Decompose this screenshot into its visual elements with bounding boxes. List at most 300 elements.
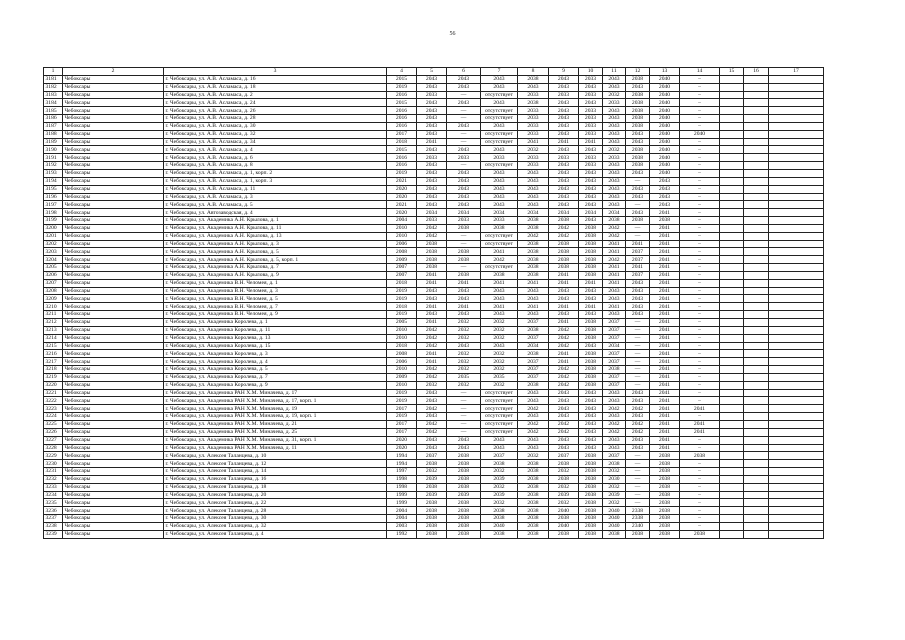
table-cell <box>720 91 744 99</box>
table-cell: Чебоксары <box>63 107 164 115</box>
table-cell: 3225 <box>44 420 63 428</box>
table-cell <box>744 460 769 468</box>
table-cell: 2032 <box>518 146 549 154</box>
table-cell: 2010 <box>387 326 417 334</box>
column-header: 3 <box>164 68 387 76</box>
table-cell: 2038 <box>579 491 603 499</box>
table-cell <box>769 240 824 248</box>
table-cell: 2043 <box>447 287 481 295</box>
table-cell: г. Чебоксары, ул. А.В. Асламаса, д. 32 <box>164 130 387 138</box>
table-cell: 2043 <box>417 83 447 91</box>
table-row <box>44 468 824 476</box>
table-cell: г. Чебоксары, ул. Академика Королева, д. 15 <box>164 342 387 350</box>
table-cell: 2038 <box>447 499 481 507</box>
table-cell: отсутствует <box>481 405 518 413</box>
table-row <box>44 413 824 421</box>
table-cell: 2038 <box>549 217 579 225</box>
table-cell <box>744 436 769 444</box>
table-cell: – <box>680 483 720 491</box>
table-cell: 2041 <box>650 224 680 232</box>
table-cell: 2042 <box>417 326 447 334</box>
table-cell: 2043 <box>417 193 447 201</box>
table-cell: 3200 <box>44 224 63 232</box>
table-cell: г. Чебоксары, ул. Академика Королева, д. 13 <box>164 334 387 342</box>
table-cell: 2043 <box>579 428 603 436</box>
table-cell: г. Чебоксары, ул. А.В. Асламаса, д. 1, корп. 2 <box>164 169 387 177</box>
table-cell: 2033 <box>579 91 603 99</box>
table-cell: 2037 <box>518 358 549 366</box>
column-header: 1 <box>44 68 63 76</box>
table-cell <box>720 342 744 350</box>
table-cell <box>720 217 744 225</box>
table-cell: 3198 <box>44 209 63 217</box>
table-cell: 2043 <box>626 436 650 444</box>
table-cell <box>720 483 744 491</box>
table-cell: – <box>680 169 720 177</box>
table-cell: 2038 <box>603 530 626 538</box>
table-cell: 2038 <box>518 350 549 358</box>
table-cell: – <box>680 154 720 162</box>
table-cell: – <box>680 326 720 334</box>
table-cell: 3230 <box>44 460 63 468</box>
table-cell: 2041 <box>518 138 549 146</box>
table-cell: – <box>680 358 720 366</box>
table-cell: 2017 <box>387 428 417 436</box>
table-cell: 2032 <box>481 319 518 327</box>
table-cell: г. Чебоксары, ул. Академика В.Н. Челомея, д. 5 <box>164 295 387 303</box>
table-cell: Чебоксары <box>63 350 164 358</box>
table-cell: 2040 <box>650 83 680 91</box>
table-cell: – <box>680 193 720 201</box>
table-cell <box>720 319 744 327</box>
table-cell: 2043 <box>518 169 549 177</box>
table-cell: 2040 <box>481 522 518 530</box>
table-cell: г. Чебоксары, ул. Академика А.Н. Крылова, д. 3 <box>164 240 387 248</box>
table-cell: 2033 <box>447 154 481 162</box>
table-cell: 2015 <box>387 146 417 154</box>
table-cell <box>744 413 769 421</box>
column-header: 7 <box>481 68 518 76</box>
table-cell: 2010 <box>387 334 417 342</box>
table-cell: отсутствует <box>481 162 518 170</box>
table-cell: Чебоксары <box>63 185 164 193</box>
table-cell: г. Чебоксары, ул. Алексея Таланцева, д. 14 <box>164 468 387 476</box>
table-cell: Чебоксары <box>63 146 164 154</box>
header-row <box>44 68 824 76</box>
table-cell: Чебоксары <box>63 271 164 279</box>
table-cell: Чебоксары <box>63 154 164 162</box>
table-cell <box>744 342 769 350</box>
table-cell: 2040 <box>680 130 720 138</box>
table-cell: 2041 <box>518 279 549 287</box>
table-cell <box>744 232 769 240</box>
table-cell: 2038 <box>579 522 603 530</box>
column-header: 8 <box>518 68 549 76</box>
table-cell: 3236 <box>44 507 63 515</box>
table-cell: – <box>680 146 720 154</box>
table-cell: 2038 <box>481 507 518 515</box>
table-cell: 2041 <box>650 303 680 311</box>
table-cell <box>769 334 824 342</box>
table-cell: 2043 <box>626 185 650 193</box>
table-cell: – <box>680 248 720 256</box>
table-cell <box>769 475 824 483</box>
table-cell: 2043 <box>603 193 626 201</box>
table-cell: 2041 <box>549 271 579 279</box>
table-cell: 3181 <box>44 75 63 83</box>
table-cell <box>769 428 824 436</box>
table-row <box>44 444 824 452</box>
table-cell <box>720 507 744 515</box>
table-cell: 2043 <box>417 177 447 185</box>
table-cell: 2038 <box>680 530 720 538</box>
table-cell: 2038 <box>518 468 549 476</box>
table-cell: 2043 <box>626 444 650 452</box>
table-cell: 2042 <box>549 366 579 374</box>
table-cell <box>720 83 744 91</box>
table-cell <box>720 209 744 217</box>
table-cell: 2043 <box>417 99 447 107</box>
table-cell: 2033 <box>603 99 626 107</box>
table-cell <box>769 122 824 130</box>
table-cell: 2041 <box>680 405 720 413</box>
table-cell: Чебоксары <box>63 397 164 405</box>
table-row <box>44 475 824 483</box>
table-cell: Чебоксары <box>63 224 164 232</box>
table-cell <box>744 217 769 225</box>
table-cell: 2032 <box>481 350 518 358</box>
column-header: 17 <box>769 68 824 76</box>
table-cell: 2030 <box>603 475 626 483</box>
table-row <box>44 154 824 162</box>
table-cell: 2019 <box>387 397 417 405</box>
table-cell: г. Чебоксары, ул. Академика Королева, д. 5 <box>164 366 387 374</box>
table-cell: 2038 <box>518 475 549 483</box>
table-cell: 2043 <box>518 185 549 193</box>
table-cell: 2043 <box>481 311 518 319</box>
table-cell <box>720 130 744 138</box>
table-cell: – <box>680 499 720 507</box>
table-cell: 2033 <box>447 217 481 225</box>
table-row <box>44 295 824 303</box>
table-cell: Чебоксары <box>63 279 164 287</box>
table-cell: 2032 <box>549 499 579 507</box>
table-cell: 2042 <box>626 428 650 436</box>
table-cell: 2038 <box>549 475 579 483</box>
table-cell: отсутствует <box>481 413 518 421</box>
table-cell: 2038 <box>650 499 680 507</box>
table-cell: 2043 <box>579 287 603 295</box>
table-cell: 2041 <box>650 420 680 428</box>
table-cell: г. Чебоксары, ул. А.В. Асламаса, д. 1, корп. 3 <box>164 177 387 185</box>
table-cell: 2042 <box>518 232 549 240</box>
table-cell: 2032 <box>447 366 481 374</box>
table-cell: отсутствует <box>481 428 518 436</box>
table-cell: 2038 <box>417 460 447 468</box>
table-cell: отсутствует <box>481 420 518 428</box>
table-row <box>44 232 824 240</box>
table-cell: 2041 <box>650 264 680 272</box>
table-cell <box>744 319 769 327</box>
table-cell: 2043 <box>417 287 447 295</box>
table-cell: 2043 <box>626 209 650 217</box>
table-cell: г. Чебоксары, ул. А.В. Асламаса, д. 28 <box>164 115 387 123</box>
table-cell: г. Чебоксары, ул. Академика РАН Х.М. Миначева, д. 25 <box>164 428 387 436</box>
table-cell: 2043 <box>447 201 481 209</box>
table-cell: 2040 <box>650 162 680 170</box>
table-cell: 2038 <box>626 91 650 99</box>
table-cell: 2032 <box>447 381 481 389</box>
table-cell: — <box>626 452 650 460</box>
table-cell: Чебоксары <box>63 507 164 515</box>
table-cell: – <box>680 91 720 99</box>
table-cell: 2021 <box>387 201 417 209</box>
table-cell: 3203 <box>44 248 63 256</box>
table-cell: 3215 <box>44 342 63 350</box>
table-cell: 2035 <box>481 373 518 381</box>
table-cell: 2041 <box>603 264 626 272</box>
table-cell <box>744 240 769 248</box>
table-cell <box>769 530 824 538</box>
table-cell: — <box>447 389 481 397</box>
table-cell <box>769 83 824 91</box>
table-cell: 2043 <box>417 130 447 138</box>
table-cell: 2043 <box>549 397 579 405</box>
table-cell: 2040 <box>650 169 680 177</box>
table-cell: отсутствует <box>481 91 518 99</box>
table-cell <box>720 295 744 303</box>
table-cell: отсутствует <box>481 232 518 240</box>
table-cell <box>769 468 824 476</box>
table-cell: 2033 <box>579 154 603 162</box>
table-cell <box>769 115 824 123</box>
table-cell <box>720 169 744 177</box>
table-cell: 3212 <box>44 319 63 327</box>
table-cell: 2042 <box>518 428 549 436</box>
table-cell: 2004 <box>387 507 417 515</box>
table-cell: 2038 <box>579 358 603 366</box>
table-cell: 2033 <box>518 154 549 162</box>
table-cell: 2042 <box>549 224 579 232</box>
table-cell: 2041 <box>650 256 680 264</box>
table-cell <box>744 373 769 381</box>
table-cell: Чебоксары <box>63 342 164 350</box>
table-row <box>44 264 824 272</box>
table-cell: 3191 <box>44 154 63 162</box>
table-cell <box>769 107 824 115</box>
table-cell: 2016 <box>387 115 417 123</box>
table-cell: г. Чебоксары, ул. А.В. Асламаса, д. 34 <box>164 138 387 146</box>
table-cell <box>769 162 824 170</box>
table-cell: 1998 <box>387 475 417 483</box>
table-cell: 2018 <box>387 342 417 350</box>
table-cell: 2034 <box>481 209 518 217</box>
table-cell: — <box>447 130 481 138</box>
table-cell: — <box>447 107 481 115</box>
table-cell: 2037 <box>603 326 626 334</box>
table-cell: 2033 <box>579 122 603 130</box>
table-cell: 2032 <box>417 381 447 389</box>
table-cell <box>744 499 769 507</box>
table-cell: 2033 <box>579 107 603 115</box>
table-cell: г. Чебоксары, ул. Автозаводская, д. 4 <box>164 209 387 217</box>
table-cell: 2038 <box>417 522 447 530</box>
table-cell: 2038 <box>650 530 680 538</box>
table-cell: 2043 <box>481 185 518 193</box>
table-cell: г. Чебоксары, ул. Академика РАН Х.М. Миначева, д. 19 <box>164 405 387 413</box>
table-cell: 2043 <box>549 287 579 295</box>
table-cell: 2037 <box>481 452 518 460</box>
table-cell: 2043 <box>518 193 549 201</box>
table-cell: 2033 <box>518 130 549 138</box>
table-cell: 2043 <box>447 177 481 185</box>
table-cell: 2032 <box>447 350 481 358</box>
table-cell: 2032 <box>549 483 579 491</box>
table-cell: 2009 <box>387 256 417 264</box>
table-cell: 2040 <box>650 107 680 115</box>
table-cell: 2038 <box>549 515 579 523</box>
table-cell: 2043 <box>603 177 626 185</box>
table-cell: 2034 <box>447 209 481 217</box>
table-cell: 2041 <box>650 334 680 342</box>
column-header: 6 <box>447 68 481 76</box>
table-cell: 2043 <box>549 162 579 170</box>
table-cell <box>769 413 824 421</box>
table-cell: 2043 <box>603 115 626 123</box>
table-cell <box>720 468 744 476</box>
table-cell: 3205 <box>44 264 63 272</box>
table-cell: 2032 <box>603 468 626 476</box>
table-cell: 2043 <box>579 99 603 107</box>
table-cell: 2016 <box>387 162 417 170</box>
table-cell: 2038 <box>626 122 650 130</box>
table-cell: 2032 <box>481 381 518 389</box>
table-cell: 2038 <box>579 256 603 264</box>
table-cell: г. Чебоксары, ул. Алексея Таланцева, д. 28 <box>164 507 387 515</box>
table-cell: 2338 <box>626 515 650 523</box>
table-cell: 2038 <box>603 366 626 374</box>
table-cell: – <box>680 515 720 523</box>
table-cell: отсутствует <box>481 264 518 272</box>
table-cell <box>744 334 769 342</box>
table-cell: 2037 <box>603 358 626 366</box>
table-cell: Чебоксары <box>63 193 164 201</box>
table-cell: — <box>626 483 650 491</box>
table-cell: 2041 <box>417 358 447 366</box>
table-cell: — <box>447 428 481 436</box>
table-cell: 2032 <box>481 326 518 334</box>
table-cell: 2043 <box>579 295 603 303</box>
table-cell: Чебоксары <box>63 522 164 530</box>
table-cell: 2043 <box>417 169 447 177</box>
table-cell: 2340 <box>626 522 650 530</box>
table-cell: 2042 <box>549 381 579 389</box>
table-cell: 2041 <box>650 350 680 358</box>
table-cell: 2038 <box>650 452 680 460</box>
table-cell <box>720 162 744 170</box>
table-cell: 3196 <box>44 193 63 201</box>
table-cell: 2038 <box>626 99 650 107</box>
table-cell: 2040 <box>650 75 680 83</box>
table-cell: 2043 <box>579 389 603 397</box>
table-cell: — <box>626 366 650 374</box>
table-cell: 1999 <box>387 499 417 507</box>
table-cell: 2043 <box>603 83 626 91</box>
table-cell: 2041 <box>603 279 626 287</box>
table-cell: отсутствует <box>481 107 518 115</box>
table-row <box>44 326 824 334</box>
table-cell: 2033 <box>518 91 549 99</box>
table-cell <box>769 491 824 499</box>
table-cell <box>720 177 744 185</box>
table-cell <box>769 193 824 201</box>
table-cell: 3217 <box>44 358 63 366</box>
table-cell: 3190 <box>44 146 63 154</box>
table-cell: 2041 <box>650 358 680 366</box>
table-cell: 2042 <box>603 405 626 413</box>
table-cell: 3208 <box>44 287 63 295</box>
table-cell: Чебоксары <box>63 217 164 225</box>
table-cell: 2043 <box>626 83 650 91</box>
table-cell: 2043 <box>481 83 518 91</box>
table-cell <box>744 130 769 138</box>
table-cell: — <box>447 162 481 170</box>
table-cell: 2038 <box>518 99 549 107</box>
table-cell: 2038 <box>650 217 680 225</box>
table-cell: 2040 <box>549 507 579 515</box>
table-cell: 2033 <box>518 107 549 115</box>
table-cell <box>720 530 744 538</box>
table-row <box>44 287 824 295</box>
table-cell: 2043 <box>549 405 579 413</box>
table-cell: Чебоксары <box>63 420 164 428</box>
table-cell: г. Чебоксары, ул. Академика РАН Х.М. Миначева, д. 21 <box>164 420 387 428</box>
table-cell: 2041 <box>518 303 549 311</box>
table-cell: 2038 <box>579 232 603 240</box>
table-cell: — <box>447 264 481 272</box>
table-cell: 2043 <box>603 162 626 170</box>
table-cell: 2040 <box>650 115 680 123</box>
table-cell: 3227 <box>44 436 63 444</box>
table-row <box>44 389 824 397</box>
column-header: 2 <box>63 68 164 76</box>
table-cell <box>720 138 744 146</box>
table-cell: 2041 <box>626 264 650 272</box>
table-cell: г. Чебоксары, ул. Алексея Таланцева, д. 10 <box>164 452 387 460</box>
table-cell: г. Чебоксары, ул. А.В. Асламаса, д. 16 <box>164 75 387 83</box>
table-cell: 2033 <box>518 162 549 170</box>
table-cell: г. Чебоксары, ул. Академика А.Н. Крылова, д. 13 <box>164 232 387 240</box>
table-cell <box>769 177 824 185</box>
table-cell: 2043 <box>603 122 626 130</box>
table-row <box>44 115 824 123</box>
table-cell: 2038 <box>650 507 680 515</box>
table-cell: – <box>680 413 720 421</box>
table-cell: Чебоксары <box>63 452 164 460</box>
table-cell: Чебоксары <box>63 138 164 146</box>
table-cell: 2038 <box>579 507 603 515</box>
table-cell: 2042 <box>603 224 626 232</box>
table-cell: 2008 <box>387 350 417 358</box>
table-cell: 2015 <box>387 99 417 107</box>
table-cell <box>744 295 769 303</box>
table-cell: – <box>680 232 720 240</box>
table-cell: 2041 <box>481 248 518 256</box>
table-cell: 2043 <box>579 311 603 319</box>
table-cell <box>744 483 769 491</box>
table-cell: 2041 <box>579 279 603 287</box>
table-cell: 2038 <box>650 483 680 491</box>
